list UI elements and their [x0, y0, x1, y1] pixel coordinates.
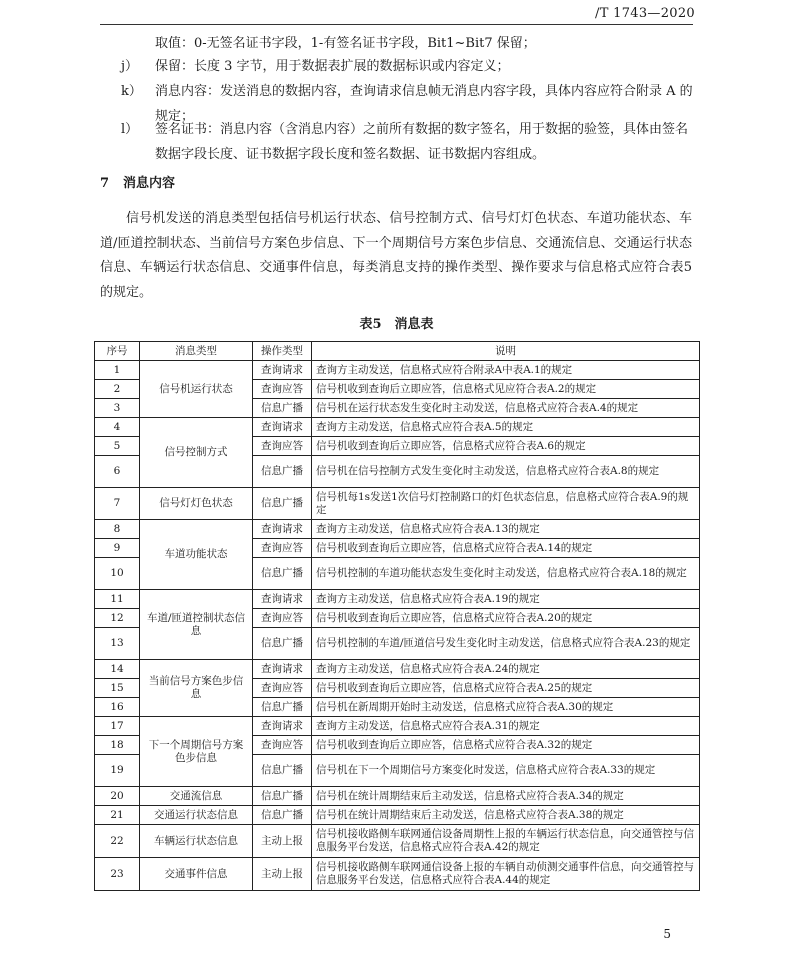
header-rule: [100, 24, 693, 25]
message-type-cell: 车道功能状态: [140, 520, 253, 590]
table-row: [95, 717, 700, 736]
operation-type-cell: 查询应答: [253, 380, 312, 399]
description-cell: 信号机控制的车道/匝道信号发生变化时主动发送，信息格式应符合表A.23的规定: [312, 628, 700, 660]
row-number: 3: [95, 399, 140, 418]
operation-type-cell: 查询请求: [253, 660, 312, 679]
description-cell: 信号机在信号控制方式发生变化时主动发送，信息格式应符合表A.8的规定: [312, 456, 700, 488]
section-heading: [100, 172, 175, 191]
section-body: 信号机发送的消息类型包括信号机运行状态、信号控制方式、信号灯灯色状态、车道功能状态、车道/匝道控制状态、当前信号方案色步信息、下一个周期信号方案色步信息、交通流信息、交通运行状态信息、车辆运行状态信息、交通事件信息，每类消息支持的操作类型、操作要求与信息格式应符合表5的规定。: [100, 211, 692, 300]
operation-type-cell: 查询应答: [253, 736, 312, 755]
list-mark: l）: [121, 122, 139, 137]
row-number: 4: [95, 418, 140, 437]
row-number: 22: [95, 825, 140, 858]
operation-type-cell: 信息广播: [253, 698, 312, 717]
description-cell: 信号机收到查询后立即应答，信息格式应符合表A.14的规定: [312, 539, 700, 558]
table-row: [95, 825, 700, 858]
message-type-cell: 当前信号方案色步信息: [140, 660, 253, 717]
description-cell: 信号机收到查询后立即应答，信息格式应符合表A.6的规定: [312, 437, 700, 456]
operation-type-cell: 信息广播: [253, 628, 312, 660]
description-cell: 信号机收到查询后立即应答，信息格式应符合表A.20的规定: [312, 609, 700, 628]
table-row: [95, 590, 700, 609]
list-item-j: [121, 54, 694, 79]
message-type-cell: 交通运行状态信息: [140, 806, 253, 825]
description-cell: 查询方主动发送，信息格式应符合表A.24的规定: [312, 660, 700, 679]
list-item-l: [121, 117, 694, 167]
table-row: [95, 806, 700, 825]
table-row: [95, 520, 700, 539]
message-type-cell: 车辆运行状态信息: [140, 825, 253, 858]
operation-type-cell: 信息广播: [253, 488, 312, 520]
row-number: 13: [95, 628, 140, 660]
operation-type-cell: 信息广播: [253, 755, 312, 787]
description-cell: 信号机在下一个周期信号方案变化时发送，信息格式应符合表A.33的规定: [312, 755, 700, 787]
row-number: 11: [95, 590, 140, 609]
table-row: [95, 361, 700, 380]
operation-type-cell: 查询请求: [253, 361, 312, 380]
description-cell: 查询方主动发送，信息格式应符合附录A中表A.1的规定: [312, 361, 700, 380]
message-type-cell: 车道/匝道控制状态信息: [140, 590, 253, 660]
description-cell: 查询方主动发送，信息格式应符合表A.19的规定: [312, 590, 700, 609]
row-number: 2: [95, 380, 140, 399]
operation-type-cell: 查询应答: [253, 609, 312, 628]
row-number: 1: [95, 361, 140, 380]
description-cell: 信号机收到查询后立即应答，信息格式应符合表A.32的规定: [312, 736, 700, 755]
operation-type-cell: 查询应答: [253, 679, 312, 698]
row-number: 23: [95, 858, 140, 891]
row-number: 18: [95, 736, 140, 755]
description-cell: 信号机在统计周期结束后主动发送，信息格式应符合表A.34的规定: [312, 787, 700, 806]
description-cell: 信号机收到查询后立即应答，信息格式见应符合表A.2的规定: [312, 380, 700, 399]
description-cell: 信号机在运行状态发生变化时主动发送，信息格式应符合表A.4的规定: [312, 399, 700, 418]
header-desc: 说明: [312, 342, 700, 361]
list-text: 消息内容：发送消息的数据内容，查询请求信息帧无消息内容字段，具体内容应符合附录 A 的规定；: [155, 84, 693, 124]
table-row: [95, 858, 700, 891]
row-number: 14: [95, 660, 140, 679]
message-type-cell: 信号灯灯色状态: [140, 488, 253, 520]
operation-type-cell: 信息广播: [253, 787, 312, 806]
row-number: 5: [95, 437, 140, 456]
operation-type-cell: 查询应答: [253, 539, 312, 558]
list-text: 签名证书：消息内容（含消息内容）之前所有数据的数字签名，用于数据的验签，具体由签名数据字段长度、证书数据字段长度和签名数据、证书数据内容组成。: [155, 122, 689, 162]
row-number: 8: [95, 520, 140, 539]
operation-type-cell: 查询请求: [253, 418, 312, 437]
description-cell: 信号机在新周期开始时主动发送，信息格式应符合表A.30的规定: [312, 698, 700, 717]
table-row: [95, 418, 700, 437]
description-cell: 信号机接收路侧车联网通信设备上报的车辆自动侦测交通事件信息，向交通管控与信息服务平台发送，信息格式应符合表A.44的规定: [312, 858, 700, 891]
row-number: 16: [95, 698, 140, 717]
header-type: 消息类型: [140, 342, 253, 361]
table-row: [95, 488, 700, 520]
operation-type-cell: 主动上报: [253, 825, 312, 858]
description-cell: 信号机在统计周期结束后主动发送，信息格式应符合表A.38的规定: [312, 806, 700, 825]
value-line: 取值：0-无签名证书字段，1-有签名证书字段，Bit1~Bit7 保留；: [155, 36, 536, 51]
row-number: 7: [95, 488, 140, 520]
description-cell: 查询方主动发送，信息格式应符合表A.31的规定: [312, 717, 700, 736]
message-type-cell: 信号控制方式: [140, 418, 253, 488]
description-cell: 信号机接收路侧车联网通信设备周期性上报的车辆运行状态信息，向交通管控与信息服务平台发送，信息格式应符合表A.42的规定: [312, 825, 700, 858]
operation-type-cell: 查询应答: [253, 437, 312, 456]
message-type-cell: 信号机运行状态: [140, 361, 253, 418]
description-cell: 信号机控制的车道功能状态发生变化时主动发送，信息格式应符合表A.18的规定: [312, 558, 700, 590]
standard-code: /T 1743—2020: [595, 6, 695, 21]
header-op: 操作类型: [253, 342, 312, 361]
table-row: [95, 787, 700, 806]
section-title: 消息内容: [123, 176, 176, 191]
description-cell: 查询方主动发送，信息格式应符合表A.13的规定: [312, 520, 700, 539]
table-row: [95, 660, 700, 679]
section-number: 7: [100, 176, 110, 191]
operation-type-cell: 查询请求: [253, 520, 312, 539]
operation-type-cell: 查询请求: [253, 590, 312, 609]
list-mark: k）: [121, 84, 142, 99]
operation-type-cell: 信息广播: [253, 806, 312, 825]
message-type-cell: 下一个周期信号方案色步信息: [140, 717, 253, 787]
row-number: 15: [95, 679, 140, 698]
message-table: [94, 341, 700, 891]
header-no: 序号: [95, 342, 140, 361]
row-number: 20: [95, 787, 140, 806]
row-number: 10: [95, 558, 140, 590]
page-number: 5: [663, 927, 671, 941]
row-number: 19: [95, 755, 140, 787]
operation-type-cell: 查询请求: [253, 717, 312, 736]
operation-type-cell: 信息广播: [253, 399, 312, 418]
description-cell: 信号机每1s发送1次信号灯控制路口的灯色状态信息，信息格式应符合表A.9的规定: [312, 488, 700, 520]
operation-type-cell: 信息广播: [253, 456, 312, 488]
row-number: 9: [95, 539, 140, 558]
message-type-cell: 交通流信息: [140, 787, 253, 806]
table-header-row: [95, 342, 700, 361]
description-cell: 查询方主动发送，信息格式应符合表A.5的规定: [312, 418, 700, 437]
row-number: 12: [95, 609, 140, 628]
list-mark: j）: [121, 59, 139, 74]
row-number: 6: [95, 456, 140, 488]
list-text: 保留：长度 3 字节，用于数据表扩展的数据标识或内容定义；: [155, 59, 510, 74]
table-caption: 表5 消息表: [359, 317, 434, 332]
row-number: 17: [95, 717, 140, 736]
description-cell: 信号机收到查询后立即应答，信息格式应符合表A.25的规定: [312, 679, 700, 698]
operation-type-cell: 主动上报: [253, 858, 312, 891]
operation-type-cell: 信息广播: [253, 558, 312, 590]
row-number: 21: [95, 806, 140, 825]
message-type-cell: 交通事件信息: [140, 858, 253, 891]
